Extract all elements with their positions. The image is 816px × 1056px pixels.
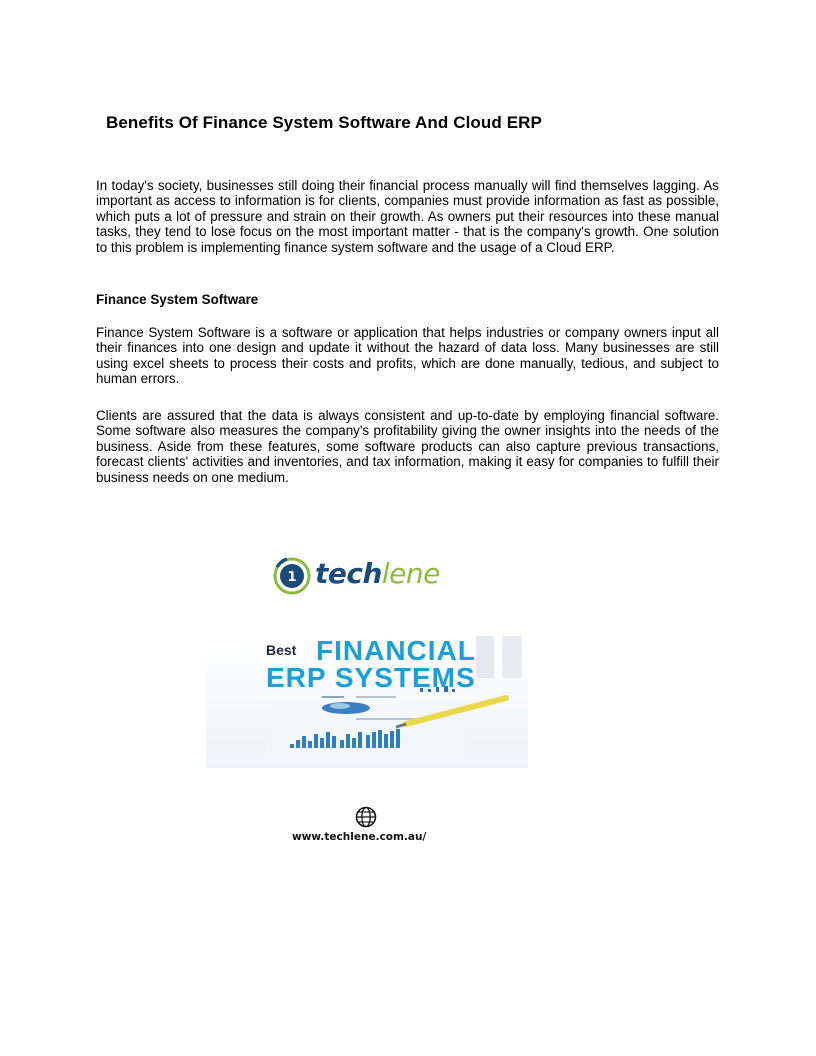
techlene-emblem-icon [273, 557, 311, 595]
financial-erp-banner [206, 632, 528, 768]
banner-best-label: Best [266, 642, 297, 658]
logo-word-lene: lene [381, 557, 440, 590]
banner-financial-label: FINANCIAL [316, 635, 476, 666]
intro-paragraph: In today's society, businesses still doing their financial process manually will find themselves lagging. As important as access to information is for clients, companies must provide information as fast as possible, which puts a lot of pressure and strain on their growth. As owners put their resources into these manual tasks, they tend to lose focus on the most important matter - that is the company's growth. One solution to this problem is implementing finance system software and the usage of a Cloud ERP. [96, 178, 719, 255]
section-heading: Finance System Software [96, 292, 259, 307]
document-title: Benefits Of Finance System Software And Cloud ERP [106, 113, 542, 132]
globe-icon [355, 806, 377, 828]
svg-text:1: 1 [287, 570, 297, 585]
website-url: www.techlene.com.au/ [292, 831, 427, 843]
definition-paragraph: Finance System Software is a software or application that helps industries or company owners input all their finances into one design and update it without the hazard of data loss. Many businesses are still using excel sheets to process their costs and profits, which are done manually, tedious, and subject to human errors. [96, 325, 719, 387]
banner-erp-systems-label: ERP SYSTEMS [266, 662, 476, 693]
techlene-logo [273, 556, 463, 596]
logo-word-tech: tech [315, 557, 382, 590]
logo-wordmark [315, 557, 440, 590]
benefits-paragraph: Clients are assured that the data is always consistent and up-to-date by employing financial software. Some software also measures the company's profitability giving the owner insights into the needs of the business. Aside from these features, some software products can also capture previous transactions, forecast clients' activities and inventories, and tax information, making it easy for companies to fulfill their business needs on one medium. [96, 408, 719, 485]
